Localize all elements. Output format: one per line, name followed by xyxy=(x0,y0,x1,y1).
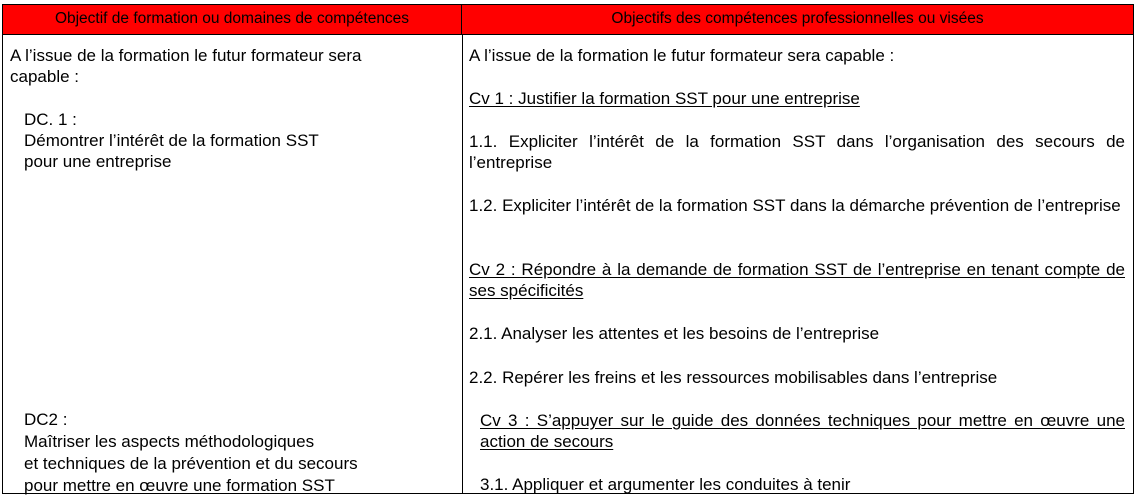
item-2-2: 2.2. Repérer les freins et les ressources mobilisables dans l’entreprise xyxy=(469,368,998,387)
dc2-line2: et techniques de la prévention et du secours xyxy=(24,454,358,473)
dc1-line2: pour une entreprise xyxy=(24,152,172,171)
dc2-line3: pour mettre en œuvre une formation SST xyxy=(24,476,335,495)
cv1-title: Cv 1 : Justifier la formation SST pour une entreprise xyxy=(469,89,860,108)
table-header-row xyxy=(3,5,1133,35)
dc2-line1: Maîtriser les aspects méthodologiques xyxy=(24,432,315,451)
cv3-title: Cv 3 : S’appuyer sur le guide des données techniques pour mettre en œuvre une action de secours xyxy=(480,411,1125,451)
item-2-1: 2.1. Analyser les attentes et les besoins de l’entreprise xyxy=(469,324,880,343)
dc1-code: DC. 1 : xyxy=(24,110,77,129)
dc1-line1: Démontrer l’intérêt de la formation SST xyxy=(24,131,319,150)
item-1-1: 1.1. Expliciter l’intérêt de la formation SST dans l’organisation des secours de l’entreprise xyxy=(469,132,1125,172)
left-intro-line1: A l’issue de la formation le futur formateur sera xyxy=(10,46,362,65)
item-1-2: 1.2. Expliciter l’intérêt de la formation SST dans la démarche prévention de l’entreprise xyxy=(469,196,1121,215)
item-3-1: 3.1. Appliquer et argumenter les conduites à tenir xyxy=(480,475,851,494)
header-left-cell: Objectif de formation ou domaines de compétences xyxy=(3,5,462,34)
header-right-cell: Objectifs des compétences professionnelles ou visées xyxy=(611,10,984,27)
competencies-table xyxy=(2,4,1134,494)
right-intro: A l’issue de la formation le futur formateur sera capable : xyxy=(469,46,895,65)
column-divider xyxy=(462,35,463,493)
cv2-title: Cv 2 : Répondre à la demande de formation SST de l’entreprise en tenant compte de ses spécificités xyxy=(469,260,1125,300)
left-intro-line2: capable : xyxy=(10,67,79,86)
dc2-code: DC2 : xyxy=(24,410,68,429)
